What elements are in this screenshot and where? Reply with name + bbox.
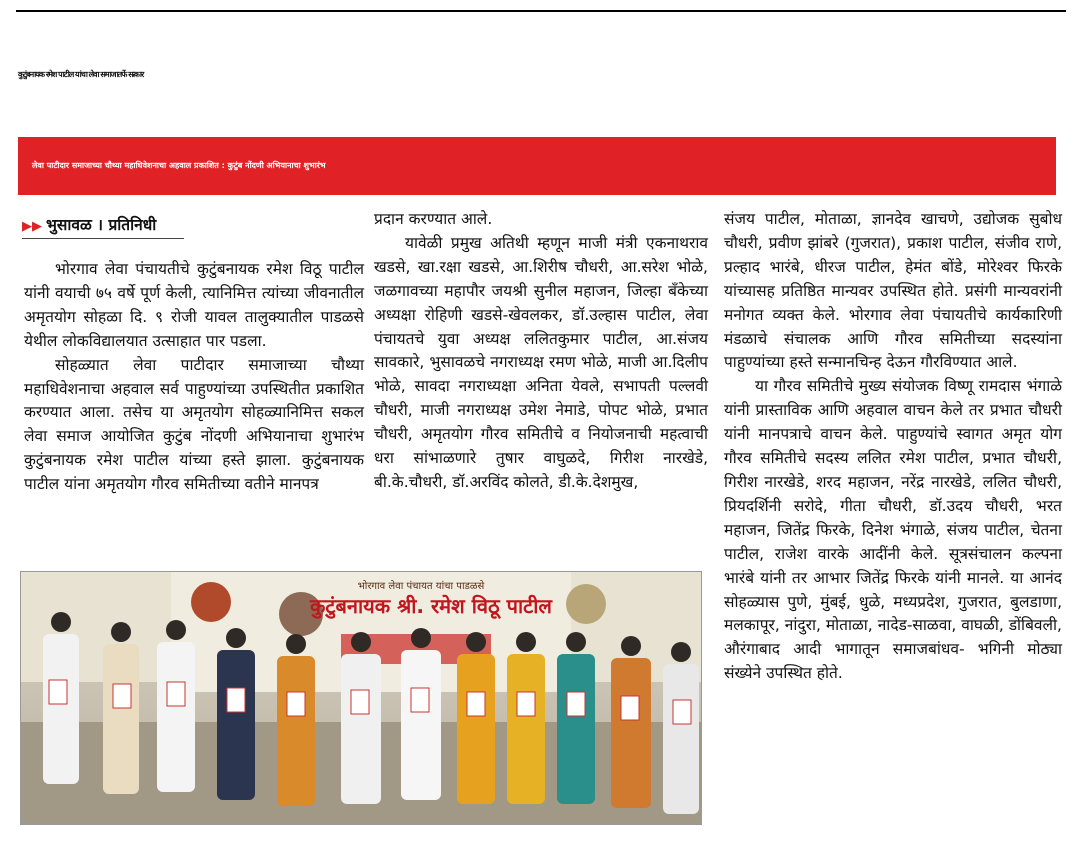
dateline-text: भुसावळ । प्रतिनिधी: [46, 216, 157, 234]
paragraph-6: या गौरव समितीचे मुख्य संयोजक विष्णू रामदास भंगाळे यांनी प्रास्ताविक आणि अहवाल वाचन केले तर प्रभात चौधरी यांनी मानपत्राचे वाचन केले. पाहुण्यांचे स्वागत अमृत योग गौरव समितीचे सदस्य ललित रमेश पाटील, प्रभात चौधरी, गिरीश नारखेडे, शरद महाजन, नरेंद्र नारखेडे, ललित चौधरी, प्रियदर्शिनी सरोदे, गीता चौधरी, डॉ.उदय चौधरी, भरत महाजन, जितेंद्र फिरके, दिनेश भंगाळे, संजय पाटील, चेतना पाटील, राजेश वारके आदींनी केले. सूत्रसंचालन कल्पना भारंबे यांनी तर आभार जितेंद्र फिरके यांनी मानले. या आनंद सोहळ्यास पुणे, मुंबई, धुळे, मध्यप्रदेश, गुजरात, बुलडाणा, मलकापूर, नांदुरा, मोताळा, नादेड-साळवा, वाघळी, डोंबिवली, औरंगाबाद आदी भागातून समाजबांधव- भगिनी मोठ्या संख्येने उपस्थित होते.: [724, 377, 1062, 683]
double-arrow-icon: ▶▶: [22, 219, 42, 234]
paragraph-1: भोरगाव लेवा पंचायतीचे कुटुंबनायक रमेश विठू पाटील यांनी वयाची ७५ वर्षे पूर्ण केली, त्यानिमित्त त्यांच्या जीवनातील अमृतयोग सोहळा दि. ९ रोजी यावल तालुक्यातील पाडळसे येथील लोकविद्यालयात उत्साहात पार पडला.: [24, 260, 364, 350]
top-rule: [16, 10, 1066, 12]
subheadline-banner: लेवा पाटीदार समाजाच्या चौथ्या महाधिवेशनाचा अहवाल प्रकाशित : कुटुंब नोंदणी अभियानाचा शुभारंभ: [18, 137, 1056, 195]
column-2: [374, 208, 708, 495]
column-1: [24, 258, 364, 497]
headline: कुटुंबनायक रमेश पाटील यांचा लेवा समाजातर्फे सत्कार: [18, 70, 144, 79]
paragraph-3: प्रदान करण्यात आले.: [374, 210, 493, 228]
event-photo: [20, 571, 702, 825]
photo-backdrop-text: भोरगाव लेवा पंचायत यांचा पाडळसे: [357, 581, 485, 592]
paragraph-2: सोहळ्यात लेवा पाटीदार समाजाच्या चौथ्या महाधिवेशनाचा अहवाल सर्व पाहुण्यांच्या उपस्थितीत प्रकाशित करण्यात आला. तसेच या अमृतयोग सोहळ्यानिमित्त सकल लेवा समाज आयोजित कुटुंब नोंदणी अभियानाचा शुभारंभ कुटुंबनायक रमेश पाटील यांच्या हस्ते झाला. कुटुंबनायक पाटील यांना अमृतयोग गौरव समितीच्या वतीने मानपत्र: [24, 355, 364, 494]
dateline: [22, 212, 184, 238]
dateline-rule: [22, 238, 184, 239]
paragraph-5: संजय पाटील, मोताळा, ज्ञानदेव खाचणे, उद्योजक सुबोध चौधरी, प्रवीण झांबरे (गुजरात), प्रकाश पाटील, संजीव राणे, प्रल्हाद भारंबे, धीरज पाटील, हेमंत बोंडे, मोरेश्वर फिरके यांच्यासह प्रतिष्ठित मान्यवर उपस्थित होते. प्रसंगी मान्यवरांनी मनोगत व्यक्त केले. भोरगाव लेवा पंचायतीचे कार्यकारिणी मंडळाचे संचालक आणि गौरव समितीच्या सदस्यांना पाहुण्यांच्या हस्ते सन्मानचिन्ह देऊन गौरविण्यात आले.: [724, 210, 1062, 372]
paragraph-4: यावेळी प्रमुख अतिथी म्हणून माजी मंत्री एकनाथराव खडसे, खा.रक्षा खडसे, आ.शिरीष चौधरी, आ.सरेश भोळे, जळगावच्या महापौर जयश्री सुनील महाजन, जिल्हा बँकेच्या अध्यक्षा रोहिणी खडसे-खेवलकर, डॉ.उल्हास पाटील, लेवा पंचायतचे युवा अध्यक्ष ललितकुमार पाटील, आ.संजय सावकारे, भुसावळचे नगराध्यक्ष रमण भोळे, माजी आ.दिलीप भोळे, सावदा नगराध्यक्षा अनिता येवले, सभापती पल्लवी चौधरी, माजी नगराध्यक्ष उमेश नेमाडे, पोपट भोळे, प्रभात चौधरी, अमृतयोग गौरव समितीचे व नियोजनाची महत्वाची धरा सांभाळणारे तुषार वाघुळदे, गिरीश नारखेडे, बी.के.चौधरी, डॉ.अरविंद कोलते, डी.के.देशमुख,: [374, 233, 708, 491]
column-3: [724, 208, 1062, 686]
photo-backdrop-title: कुटुंबनायक श्री. रमेश विठू पाटील: [310, 594, 552, 618]
